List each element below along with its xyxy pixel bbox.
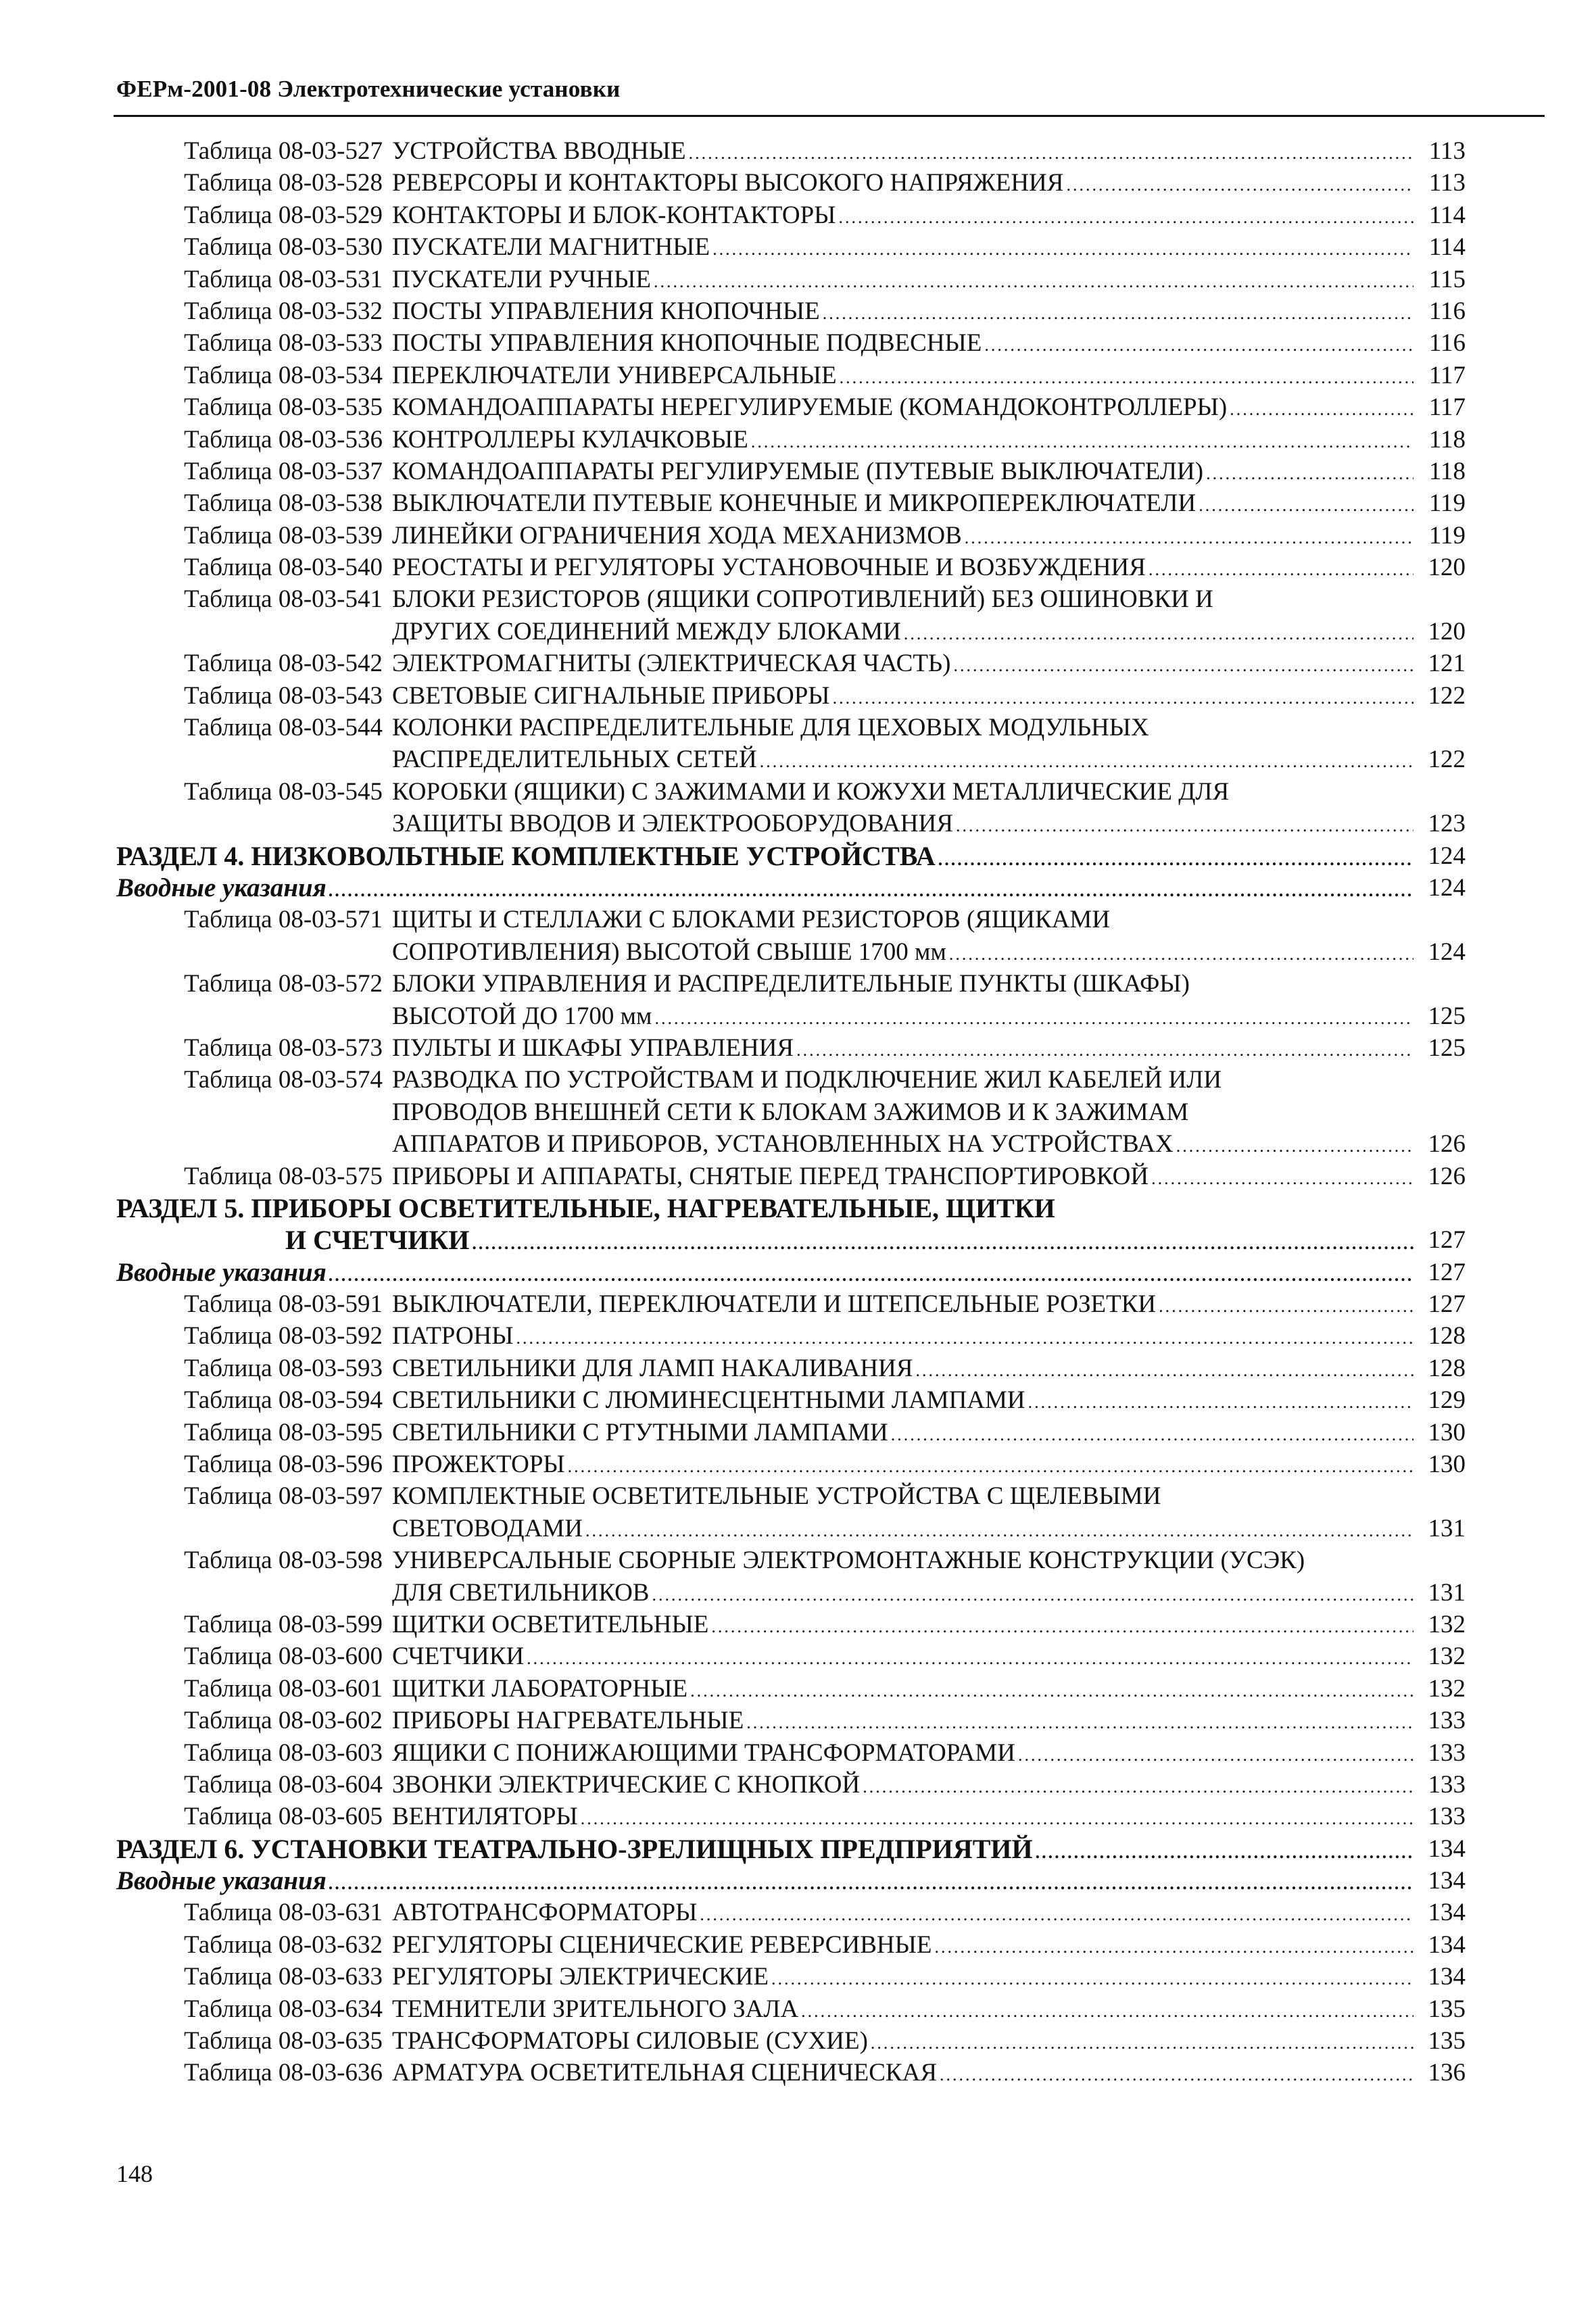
table-label: Таблица 08-03-533 [184, 329, 383, 358]
table-label: Таблица 08-03-540 [184, 554, 383, 582]
entry-title: РЕВЕРСОРЫ И КОНТАКТОРЫ ВЫСОКОГО НАПРЯЖЕНИЯ [392, 169, 1064, 197]
table-label: Таблица 08-03-604 [184, 1770, 383, 1799]
page-ref: 113 [1428, 137, 1466, 165]
toc-entry [0, 1128, 1596, 1160]
page-ref: 133 [1428, 1738, 1466, 1767]
toc-entry [0, 1096, 1596, 1128]
leader-dots [984, 329, 1413, 361]
table-label: Таблица 08-03-535 [184, 393, 383, 422]
toc-entry [0, 1353, 1596, 1384]
entry-title: ВЫКЛЮЧАТЕЛИ, ПЕРЕКЛЮЧАТЕЛИ И ШТЕПСЕЛЬНЫЕ РОЗЕТКИ [392, 1290, 1157, 1319]
page-ref: 117 [1428, 361, 1466, 389]
page-ref: 132 [1428, 1674, 1466, 1703]
table-label: Таблица 08-03-592 [184, 1322, 383, 1350]
page-ref: 122 [1428, 746, 1466, 774]
page-ref: 124 [1428, 873, 1466, 902]
leader-dots [1036, 1836, 1413, 1868]
leader-dots [949, 938, 1413, 970]
table-label: Таблица 08-03-598 [184, 1546, 383, 1575]
table-label: Таблица 08-03-544 [184, 714, 383, 742]
table-label: Таблица 08-03-532 [184, 297, 383, 325]
toc-entry [0, 1769, 1596, 1801]
entry-title: СВЕТОВОДАМИ [392, 1514, 583, 1542]
page-number: 148 [116, 2160, 153, 2187]
leader-dots [916, 1355, 1414, 1386]
entry-title: УСТРОЙСТВА ВВОДНЫЕ [392, 137, 686, 165]
page-ref: 134 [1428, 1834, 1466, 1863]
leader-dots [1028, 1386, 1413, 1418]
leader-dots [840, 362, 1413, 393]
table-label: Таблица 08-03-536 [184, 425, 383, 454]
running-head: ФЕРм-2001-08 Электротехнические установки [116, 76, 621, 102]
section-heading [0, 840, 1596, 872]
intro-entry [0, 872, 1596, 904]
toc-entry [0, 167, 1596, 199]
leader-dots [760, 746, 1413, 777]
table-label: Таблица 08-03-574 [184, 1066, 383, 1094]
entry-title: ПАТРОНЫ [392, 1322, 514, 1350]
leader-dots [956, 810, 1413, 842]
page-ref: 124 [1428, 842, 1466, 870]
table-label: Таблица 08-03-594 [184, 1386, 383, 1415]
leader-dots [329, 1259, 1413, 1291]
page-ref: 133 [1428, 1770, 1466, 1799]
toc-entry [0, 1064, 1596, 1096]
table-label: Таблица 08-03-635 [184, 2027, 383, 2055]
table-label: Таблица 08-03-531 [184, 265, 383, 293]
toc-entry [0, 776, 1596, 808]
table-label: Таблица 08-03-538 [184, 489, 383, 518]
page-ref: 118 [1428, 425, 1466, 454]
entry-title: КОРОБКИ (ЯЩИКИ) С ЗАЖИМАМИ И КОЖУХИ МЕТАЛЛИЧЕСКИЕ ДЛЯ [392, 777, 1230, 806]
page-ref: 117 [1428, 393, 1466, 422]
entry-title: РЕГУЛЯТОРЫ ЭЛЕКТРИЧЕСКИЕ [392, 1963, 769, 1991]
table-label: Таблица 08-03-600 [184, 1642, 383, 1671]
table-label: Таблица 08-03-597 [184, 1482, 383, 1511]
toc-entry [0, 1801, 1596, 1832]
section-heading [0, 1224, 1596, 1256]
page-ref: 131 [1428, 1514, 1466, 1542]
table-label: Таблица 08-03-537 [184, 457, 383, 485]
leader-dots [516, 1322, 1413, 1354]
toc-entry [0, 295, 1596, 327]
entry-title: АППАРАТОВ И ПРИБОРОВ, УСТАНОВЛЕННЫХ НА УСТРОЙСТВАХ [392, 1130, 1174, 1159]
leader-dots [1199, 489, 1413, 521]
page-ref: 135 [1428, 2027, 1466, 2055]
entry-title: СВЕТИЛЬНИКИ С ЛЮМИНЕСЦЕНТНЫМИ ЛАМПАМИ [392, 1386, 1025, 1415]
section-heading [0, 1192, 1596, 1224]
page-ref: 132 [1428, 1610, 1466, 1638]
toc-entry [0, 2025, 1596, 2057]
page-ref: 125 [1428, 1033, 1466, 1062]
entry-title: КОНТАКТОРЫ И БЛОК-КОНТАКТОРЫ [392, 201, 836, 229]
entry-title: ПРОЖЕКТОРЫ [392, 1451, 565, 1479]
page-ref: 134 [1428, 1867, 1466, 1895]
leader-dots [1018, 1739, 1413, 1771]
toc-entry [0, 264, 1596, 295]
page-ref: 130 [1428, 1451, 1466, 1479]
page-ref: 126 [1428, 1162, 1466, 1190]
toc-entry [0, 456, 1596, 487]
toc-entry [0, 2057, 1596, 2089]
table-label: Таблица 08-03-631 [184, 1899, 383, 1927]
leader-dots [654, 266, 1413, 297]
leader-dots [871, 2027, 1413, 2059]
page-ref: 121 [1428, 650, 1466, 678]
table-label: Таблица 08-03-602 [184, 1707, 383, 1735]
table-label: Таблица 08-03-632 [184, 1930, 383, 1959]
toc-entry [0, 1161, 1596, 1192]
page-ref: 119 [1428, 521, 1466, 550]
page-ref: 128 [1428, 1322, 1466, 1350]
leader-dots [472, 1227, 1413, 1259]
table-label: Таблица 08-03-527 [184, 137, 383, 165]
entry-title: ЗВОНКИ ЭЛЕКТРИЧЕСКИЕ С КНОПКОЙ [392, 1770, 861, 1799]
toc-entry [0, 391, 1596, 423]
entry-title: БЛОКИ УПРАВЛЕНИЯ И РАСПРЕДЕЛИТЕЛЬНЫЕ ПУНКТЫ (ШКАФЫ) [392, 970, 1190, 998]
entry-title: КОЛОНКИ РАСПРЕДЕЛИТЕЛЬНЫЕ ДЛЯ ЦЕХОВЫХ МОДУЛЬНЫХ [392, 714, 1149, 742]
leader-dots [581, 1803, 1413, 1834]
toc-entry [0, 1288, 1596, 1320]
entry-title: СЧЕТЧИКИ [392, 1642, 525, 1671]
toc-entry [0, 199, 1596, 231]
leader-dots [711, 1611, 1413, 1642]
toc-entry [0, 1929, 1596, 1961]
toc-entry [0, 1480, 1596, 1512]
entry-title: ЗАЩИТЫ ВВОДОВ И ЭЛЕКТРООБОРУДОВАНИЯ [392, 810, 954, 838]
entry-title: ЩИТКИ ЛАБОРАТОРНЫЕ [392, 1674, 688, 1703]
entry-title: ТЕМНИТЕЛИ ЗРИТЕЛЬНОГО ЗАЛА [392, 1995, 799, 2023]
table-label: Таблица 08-03-572 [184, 970, 383, 998]
entry-title: ВЕНТИЛЯТОРЫ [392, 1803, 578, 1831]
leader-dots [904, 618, 1413, 650]
leader-dots [585, 1515, 1413, 1546]
entry-title: КОМАНДОАППАРАТЫ РЕГУЛИРУЕМЫЕ (ПУТЕВЫЕ ВЫКЛЮЧАТЕЛИ) [392, 457, 1204, 485]
entry-title: ЩИТЫ И СТЕЛЛАЖИ С БЛОКАМИ РЕЗИСТОРОВ (ЯЩИКАМИ [392, 906, 1111, 934]
entry-title: УНИВЕРСАЛЬНЫЕ СБОРНЫЕ ЭЛЕКТРОМОНТАЖНЫЕ КОНСТРУКЦИИ (УСЭК) [392, 1546, 1305, 1575]
section-heading [0, 1833, 1596, 1865]
toc-entry [0, 583, 1596, 615]
page-ref: 133 [1428, 1803, 1466, 1831]
toc-entry [0, 1705, 1596, 1736]
table-label: Таблица 08-03-539 [184, 521, 383, 550]
toc-entry [0, 1737, 1596, 1769]
entry-title: ЯЩИКИ С ПОНИЖАЮЩИМИ ТРАНСФОРМАТОРАМИ [392, 1738, 1015, 1767]
leader-dots [712, 233, 1413, 265]
toc-entry [0, 648, 1596, 679]
leader-dots [652, 1579, 1413, 1611]
header-rule [114, 115, 1545, 117]
toc-entry [0, 808, 1596, 839]
leader-dots [796, 1034, 1413, 1066]
leader-dots [1230, 393, 1413, 425]
toc-entry [0, 552, 1596, 583]
toc-entry [0, 1961, 1596, 1993]
entry-title: ПУСКАТЕЛИ РУЧНЫЕ [392, 265, 652, 293]
leader-dots [654, 1002, 1413, 1034]
page-ref: 115 [1428, 265, 1466, 293]
toc-entry [0, 327, 1596, 359]
table-label: Таблица 08-03-634 [184, 1995, 383, 2023]
entry-title: ЛИНЕЙКИ ОГРАНИЧЕНИЯ ХОДА МЕХАНИЗМОВ [392, 521, 962, 550]
toc-entry [0, 1000, 1596, 1032]
intro-entry [0, 1257, 1596, 1288]
toc-entry [0, 231, 1596, 263]
page-ref: 124 [1428, 937, 1466, 966]
entry-title: ПРИБОРЫ НАГРЕВАТЕЛЬНЫЕ [392, 1707, 744, 1735]
table-label: Таблица 08-03-595 [184, 1418, 383, 1446]
toc-entry [0, 424, 1596, 456]
table-label: Таблица 08-03-529 [184, 201, 383, 229]
leader-dots [689, 137, 1413, 169]
entry-title: Вводные указания [116, 1257, 327, 1287]
entry-title: ВЫКЛЮЧАТЕЛИ ПУТЕВЫЕ КОНЕЧНЫЕ И МИКРОПЕРЕКЛЮЧАТЕЛИ [392, 489, 1196, 518]
page-ref: 128 [1428, 1354, 1466, 1382]
leader-dots [938, 844, 1413, 875]
entry-title: РАЗВОДКА ПО УСТРОЙСТВАМ И ПОДКЛЮЧЕНИЕ ЖИЛ КАБЕЛЕЙ ИЛИ [392, 1066, 1222, 1094]
table-label: Таблица 08-03-573 [184, 1033, 383, 1062]
table-of-contents [0, 135, 1596, 2089]
entry-title: РАЗДЕЛ 4. НИЗКОВОЛЬТНЫЕ КОМПЛЕКТНЫЕ УСТРОЙСТВА [116, 840, 936, 871]
table-label: Таблица 08-03-603 [184, 1738, 383, 1767]
entry-title: РЕГУЛЯТОРЫ СЦЕНИЧЕСКИЕ РЕВЕРСИВНЫЕ [392, 1930, 932, 1959]
table-label: Таблица 08-03-542 [184, 650, 383, 678]
entry-title: ЩИТКИ ОСВЕТИТЕЛЬНЫЕ [392, 1610, 709, 1638]
page-ref: 122 [1428, 681, 1466, 710]
toc-entry [0, 744, 1596, 775]
page-ref: 132 [1428, 1642, 1466, 1671]
page-ref: 116 [1428, 329, 1466, 358]
table-label: Таблица 08-03-596 [184, 1451, 383, 1479]
toc-entry [0, 1032, 1596, 1064]
toc-entry [0, 968, 1596, 1000]
page-ref: 120 [1428, 554, 1466, 582]
page-ref: 119 [1428, 489, 1466, 518]
entry-title: КОНТРОЛЛЕРЫ КУЛАЧКОВЫЕ [392, 425, 748, 454]
leader-dots [527, 1642, 1413, 1674]
page-ref: 135 [1428, 1995, 1466, 2023]
table-label: Таблица 08-03-575 [184, 1162, 383, 1190]
leader-dots [965, 522, 1413, 554]
toc-entry [0, 1417, 1596, 1448]
toc-entry [0, 1384, 1596, 1416]
entry-title: ДРУГИХ СОЕДИНЕНИЙ МЕЖДУ БЛОКАМИ [392, 617, 901, 645]
entry-title: Вводные указания [116, 1866, 327, 1896]
entry-title: БЛОКИ РЕЗИСТОРОВ (ЯЩИКИ СОПРОТИВЛЕНИЙ) БЕЗ ОШИНОВКИ И [392, 585, 1213, 614]
entry-title: ПУСКАТЕЛИ МАГНИТНЫЕ [392, 233, 710, 262]
entry-title: ТРАНСФОРМАТОРЫ СИЛОВЫЕ (СУХИЕ) [392, 2027, 868, 2055]
toc-entry [0, 1673, 1596, 1705]
leader-dots [1151, 1163, 1413, 1194]
entry-title: АВТОТРАНСФОРМАТОРЫ [392, 1899, 698, 1927]
leader-dots [934, 1931, 1413, 1963]
leader-dots [863, 1771, 1413, 1803]
page-ref: 134 [1428, 1963, 1466, 1991]
toc-entry [0, 1544, 1596, 1576]
toc-entry [0, 1513, 1596, 1544]
table-label: Таблица 08-03-528 [184, 169, 383, 197]
intro-entry [0, 1865, 1596, 1897]
page-ref: 126 [1428, 1130, 1466, 1159]
entry-title: ПОСТЫ УПРАВЛЕНИЯ КНОПОЧНЫЕ ПОДВЕСНЫЕ [392, 329, 982, 358]
toc-entry [0, 1448, 1596, 1480]
table-label: Таблица 08-03-545 [184, 777, 383, 806]
page-ref: 131 [1428, 1578, 1466, 1607]
leader-dots [1148, 554, 1413, 585]
table-label: Таблица 08-03-530 [184, 233, 383, 262]
page-ref: 134 [1428, 1930, 1466, 1959]
entry-title: ПУЛЬТЫ И ШКАФЫ УПРАВЛЕНИЯ [392, 1033, 794, 1062]
entry-title: Вводные указания [116, 873, 327, 902]
table-label: Таблица 08-03-601 [184, 1674, 383, 1703]
entry-title: ПОСТЫ УПРАВЛЕНИЯ КНОПОЧНЫЕ [392, 297, 820, 325]
toc-entry [0, 1897, 1596, 1928]
page-ref: 125 [1428, 1002, 1466, 1030]
leader-dots [1206, 458, 1413, 489]
page-ref: 114 [1428, 201, 1466, 229]
entry-title: РАЗДЕЛ 5. ПРИБОРЫ ОСВЕТИТЕЛЬНЫЕ, НАГРЕВАТЕЛЬНЫЕ, ЩИТКИ [116, 1192, 1055, 1223]
table-label: Таблица 08-03-605 [184, 1803, 383, 1831]
toc-entry [0, 360, 1596, 391]
table-label: Таблица 08-03-571 [184, 906, 383, 934]
page-ref: 130 [1428, 1418, 1466, 1446]
leader-dots [771, 1963, 1413, 1995]
entry-title: СВЕТИЛЬНИКИ С РТУТНЫМИ ЛАМПАМИ [392, 1418, 888, 1446]
table-label: Таблица 08-03-534 [184, 361, 383, 389]
entry-title: РЕОСТАТЫ И РЕГУЛЯТОРЫ УСТАНОВОЧНЫЕ И ВОЗБУЖДЕНИЯ [392, 554, 1146, 582]
entry-title: РАСПРЕДЕЛИТЕЛЬНЫХ СЕТЕЙ [392, 746, 757, 774]
toc-entry [0, 904, 1596, 935]
leader-dots [833, 682, 1413, 714]
page-ref: 123 [1428, 810, 1466, 838]
entry-title: РАЗДЕЛ 6. УСТАНОВКИ ТЕАТРАЛЬНО-ЗРЕЛИЩНЫХ ПРЕДПРИЯТИЙ [116, 1833, 1033, 1864]
leader-dots [954, 650, 1413, 681]
toc-entry [0, 520, 1596, 552]
entry-title: ПРОВОДОВ ВНЕШНЕЙ СЕТИ К БЛОКАМ ЗАЖИМОВ И К ЗАЖИМАМ [392, 1098, 1189, 1126]
entry-title: ЭЛЕКТРОМАГНИТЫ (ЭЛЕКТРИЧЕСКАЯ ЧАСТЬ) [392, 650, 951, 678]
leader-dots [329, 1868, 1413, 1899]
leader-dots [838, 201, 1413, 233]
page-ref: 127 [1428, 1258, 1466, 1286]
leader-dots [1176, 1130, 1413, 1162]
toc-entry [0, 1609, 1596, 1640]
page-ref: 113 [1428, 169, 1466, 197]
page-ref: 134 [1428, 1899, 1466, 1927]
entry-title: СВЕТОВЫЕ СИГНАЛЬНЫЕ ПРИБОРЫ [392, 681, 830, 710]
leader-dots [940, 2059, 1413, 2091]
toc-entry [0, 680, 1596, 712]
leader-dots [329, 875, 1413, 906]
leader-dots [1159, 1290, 1413, 1322]
toc-entry [0, 1320, 1596, 1352]
entry-title: ПРИБОРЫ И АППАРАТЫ, СНЯТЫЕ ПЕРЕД ТРАНСПОРТИРОВКОЙ [392, 1162, 1149, 1190]
toc-entry [0, 616, 1596, 648]
entry-title: СОПРОТИВЛЕНИЯ) ВЫСОТОЙ СВЫШЕ 1700 мм [392, 937, 946, 966]
table-label: Таблица 08-03-599 [184, 1610, 383, 1638]
table-label: Таблица 08-03-633 [184, 1963, 383, 1991]
leader-dots [690, 1675, 1413, 1707]
table-label: Таблица 08-03-541 [184, 585, 383, 614]
toc-entry [0, 1993, 1596, 2025]
page-ref: 136 [1428, 2059, 1466, 2087]
table-label: Таблица 08-03-591 [184, 1290, 383, 1319]
entry-title: СВЕТИЛЬНИКИ ДЛЯ ЛАМП НАКАЛИВАНИЯ [392, 1354, 913, 1382]
table-label: Таблица 08-03-543 [184, 681, 383, 710]
leader-dots [1066, 169, 1413, 201]
entry-title: КОМПЛЕКТНЫЕ ОСВЕТИТЕЛЬНЫЕ УСТРОЙСТВА С ЩЕЛЕВЫМИ [392, 1482, 1161, 1511]
page-ref: 129 [1428, 1386, 1466, 1415]
entry-title: ПЕРЕКЛЮЧАТЕЛИ УНИВЕРСАЛЬНЫЕ [392, 361, 837, 389]
leader-dots [746, 1707, 1413, 1738]
table-label: Таблица 08-03-593 [184, 1354, 383, 1382]
toc-entry [0, 936, 1596, 968]
leader-dots [751, 426, 1413, 458]
table-label: Таблица 08-03-636 [184, 2059, 383, 2087]
toc-entry [0, 135, 1596, 167]
entry-title: АРМАТУРА ОСВЕТИТЕЛЬНАЯ СЦЕНИЧЕСКАЯ [392, 2059, 937, 2087]
toc-entry [0, 712, 1596, 744]
leader-dots [801, 1995, 1413, 2027]
leader-dots [823, 297, 1413, 329]
leader-dots [700, 1899, 1413, 1930]
toc-entry [0, 1640, 1596, 1672]
page-ref: 118 [1428, 457, 1466, 485]
page-ref: 114 [1428, 233, 1466, 262]
page-ref: 127 [1428, 1290, 1466, 1319]
page-ref: 116 [1428, 297, 1466, 325]
page-ref: 127 [1428, 1226, 1466, 1254]
toc-entry [0, 487, 1596, 519]
page-ref: 120 [1428, 617, 1466, 645]
entry-title: ВЫСОТОЙ ДО 1700 мм [392, 1002, 652, 1030]
entry-title: КОМАНДОАППАРАТЫ НЕРЕГУЛИРУЕМЫЕ (КОМАНДОКОНТРОЛЛЕРЫ) [392, 393, 1228, 422]
toc-entry [0, 1577, 1596, 1609]
page-ref: 133 [1428, 1707, 1466, 1735]
leader-dots [568, 1451, 1413, 1482]
entry-title: И СЧЕТЧИКИ [285, 1225, 470, 1256]
leader-dots [891, 1419, 1413, 1451]
entry-title: ДЛЯ СВЕТИЛЬНИКОВ [392, 1578, 650, 1607]
